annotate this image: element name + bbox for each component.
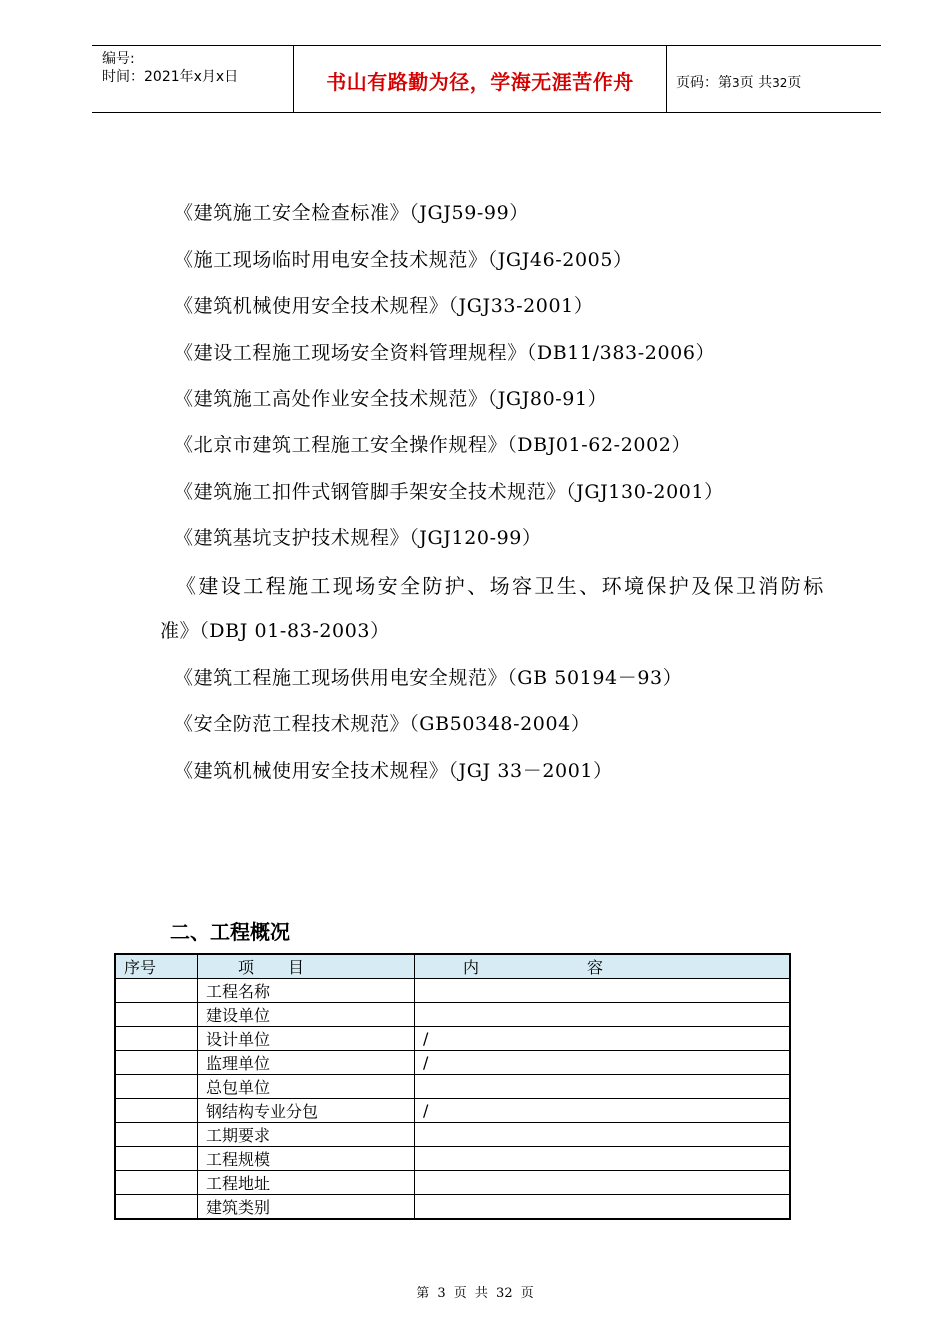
- cell-item: 建筑类别: [198, 1195, 415, 1220]
- cell-item: 设计单位: [198, 1027, 415, 1051]
- table-row: [115, 1123, 790, 1147]
- cell-no: [115, 1051, 198, 1075]
- page-mid: 页 共: [739, 75, 773, 91]
- table-row: [115, 1027, 790, 1051]
- cell-content: [415, 1171, 791, 1195]
- cell-no: [115, 1099, 198, 1123]
- table-row: [115, 1003, 790, 1027]
- header-page-number: [676, 72, 801, 92]
- table-row: [115, 1075, 790, 1099]
- header-content-part: 容: [587, 958, 604, 977]
- cell-item: 总包单位: [198, 1075, 415, 1099]
- cell-item: 钢结构专业分包: [198, 1099, 415, 1123]
- page-suffix: 页: [787, 75, 802, 91]
- standard-item: 《建设工程施工现场安全防护、场容卫生、环境保护及保卫消防标: [176, 574, 826, 598]
- standard-item: 《建设工程施工现场安全资料管理规程》（DB11/383-2006）: [174, 342, 716, 364]
- cell-content: [415, 979, 791, 1003]
- standard-item: 《北京市建筑工程施工安全操作规程》（DBJ01-62-2002）: [174, 434, 692, 456]
- project-overview-table: [114, 953, 791, 1220]
- cell-content: /: [415, 1027, 791, 1051]
- cell-content: [415, 1195, 791, 1220]
- cell-content: [415, 1075, 791, 1099]
- cell-no: [115, 1123, 198, 1147]
- header-content: [415, 954, 791, 979]
- document-code-label: 编号:: [102, 51, 135, 67]
- standard-item: 《建筑机械使用安全技术规程》（JGJ33-2001）: [174, 295, 594, 317]
- header-no: 序号: [115, 954, 198, 979]
- table-row: [115, 1099, 790, 1123]
- page-total: 32: [772, 76, 788, 90]
- cell-no: [115, 1195, 198, 1220]
- standard-item: 《建筑施工高处作业安全技术规范》（JGJ80-91）: [174, 388, 608, 410]
- header-bottom-rule: [92, 112, 881, 113]
- cell-no: [115, 979, 198, 1003]
- cell-item: 工期要求: [198, 1123, 415, 1147]
- standard-item: 《建筑施工扣件式钢管脚手架安全技术规范》（JGJ130-2001）: [174, 481, 724, 503]
- header-motto: 书山有路勤为径，学海无涯苦作舟: [326, 70, 634, 94]
- cell-content: /: [415, 1051, 791, 1075]
- page-footer: 第 3 页 共 32 页: [416, 1286, 534, 1301]
- cell-content: [415, 1123, 791, 1147]
- cell-content: /: [415, 1099, 791, 1123]
- table-row: [115, 1195, 790, 1220]
- standard-item: 《建筑施工安全检查标准》（JGJ59-99）: [174, 202, 529, 224]
- cell-item: 工程名称: [198, 979, 415, 1003]
- standard-item: 《安全防范工程技术规范》（GB50348-2004）: [174, 713, 591, 735]
- table-row: [115, 1147, 790, 1171]
- header-meta: [102, 50, 238, 86]
- standard-item: 《施工现场临时用电安全技术规范》（JGJ46-2005）: [174, 249, 633, 271]
- table-header-row: [115, 954, 790, 979]
- table-row: [115, 1171, 790, 1195]
- header-divider-right: [666, 45, 667, 113]
- standard-item: 《建筑工程施工现场供用电安全规范》（GB 50194－93）: [174, 667, 683, 689]
- cell-no: [115, 1147, 198, 1171]
- page-prefix: 页码：第: [676, 75, 732, 91]
- cell-item: 建设单位: [198, 1003, 415, 1027]
- cell-no: [115, 1075, 198, 1099]
- page-current: 3: [732, 76, 740, 90]
- standard-item: 《建筑基坑支护技术规程》（JGJ120-99）: [174, 527, 542, 549]
- cell-item: 监理单位: [198, 1051, 415, 1075]
- standard-item: 《建筑机械使用安全技术规程》（JGJ 33－2001）: [174, 760, 613, 782]
- cell-content: [415, 1147, 791, 1171]
- cell-no: [115, 1003, 198, 1027]
- standard-item-continuation: 准》（DBJ 01-83-2003）: [160, 620, 390, 642]
- document-time-label: 时间：2021年x月x日: [102, 69, 239, 85]
- cell-item: 工程规模: [198, 1147, 415, 1171]
- table-row: [115, 979, 790, 1003]
- cell-item: 工程地址: [198, 1171, 415, 1195]
- header-item: 项目: [198, 954, 415, 979]
- header-content-part: 内: [463, 958, 480, 977]
- section-title: 二、工程概况: [170, 920, 290, 944]
- table-row: [115, 1051, 790, 1075]
- cell-no: [115, 1171, 198, 1195]
- cell-no: [115, 1027, 198, 1051]
- header-top-rule: [92, 45, 881, 46]
- cell-content: [415, 1003, 791, 1027]
